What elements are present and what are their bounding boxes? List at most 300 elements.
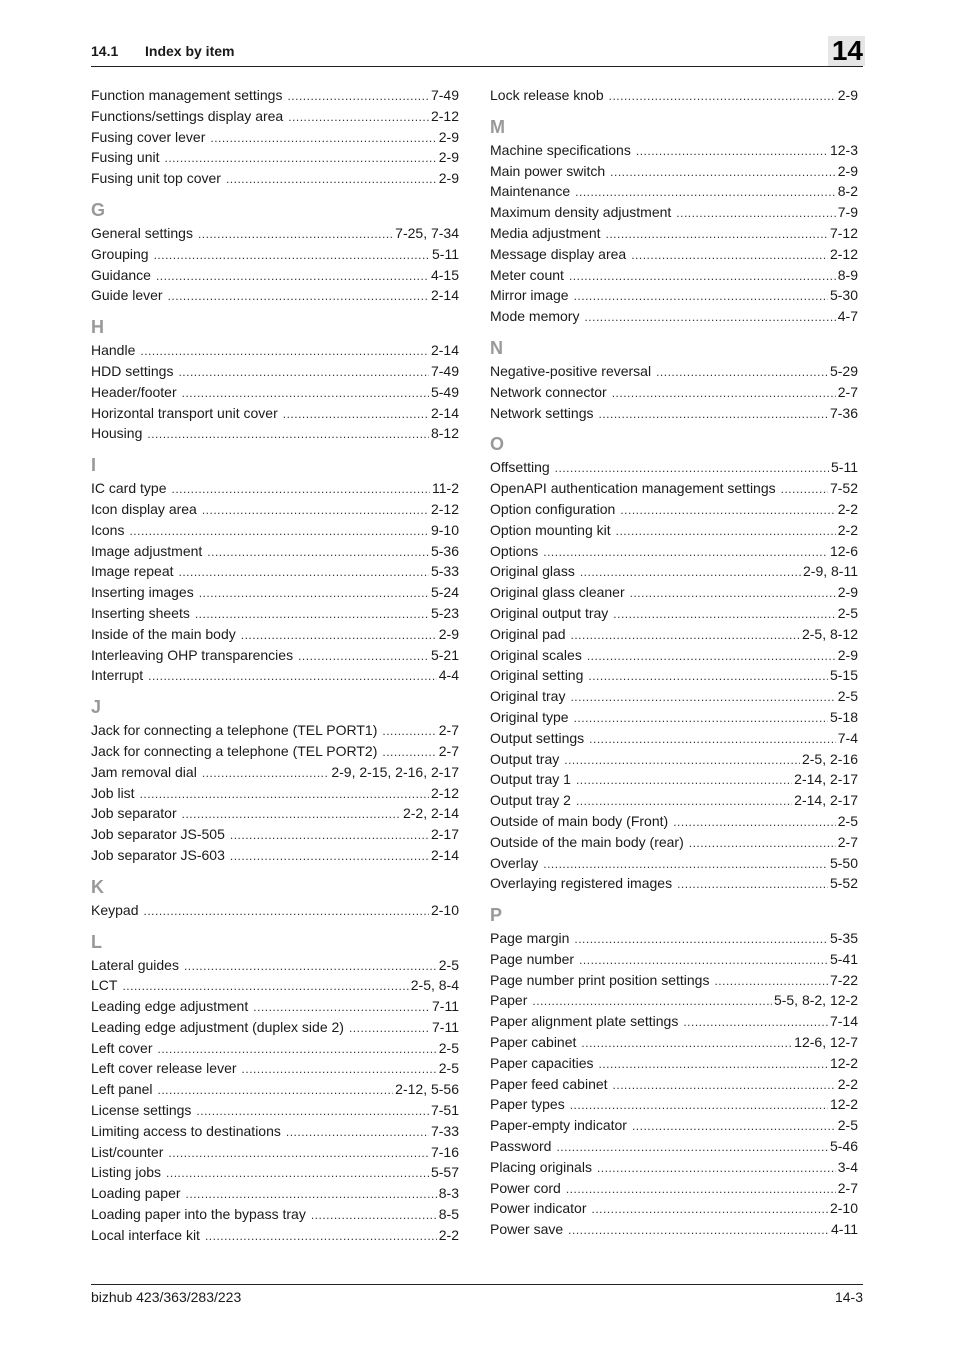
dot-leader — [210, 128, 436, 149]
index-page-reference: 5-23 — [430, 604, 459, 621]
index-page-reference: 2-14 — [430, 342, 459, 359]
index-entry — [490, 520, 858, 541]
index-term: Job separator JS-505 — [91, 826, 225, 843]
index-entry — [490, 457, 858, 478]
dot-leader — [636, 141, 828, 162]
dot-leader — [186, 1184, 437, 1205]
dot-leader — [287, 86, 429, 107]
section-number: 14.1 — [91, 43, 119, 59]
dot-leader — [171, 479, 430, 500]
index-entry — [490, 403, 858, 424]
dot-leader — [382, 742, 436, 763]
dot-leader — [574, 286, 828, 307]
index-term: Fusing unit top cover — [91, 170, 221, 187]
index-term: LCT — [91, 977, 118, 994]
index-entry — [490, 1219, 858, 1240]
dot-leader — [574, 708, 828, 729]
index-page-reference: 2-9 — [837, 87, 858, 103]
index-letter-heading: O — [490, 434, 505, 455]
index-term: Keypad — [91, 901, 139, 918]
dot-leader — [568, 1220, 829, 1241]
index-term: Message display area — [490, 245, 627, 262]
index-page-reference: 2-9, 8-11 — [803, 563, 858, 580]
index-entry — [91, 624, 459, 645]
index-page-reference: 2-7 — [837, 383, 858, 400]
index-letter-heading: K — [91, 876, 104, 897]
index-entry — [91, 541, 459, 562]
index-entry — [91, 403, 459, 424]
index-page-reference: 2-5 — [438, 956, 459, 973]
index-page-reference: 5-18 — [829, 708, 858, 725]
dot-leader — [543, 542, 828, 563]
index-term: Grouping — [91, 245, 149, 262]
index-letter-heading: M — [490, 116, 505, 137]
index-term: Media adjustment — [490, 224, 601, 241]
index-entry — [490, 265, 858, 286]
index-entry — [490, 1136, 858, 1157]
index-page-reference: 5-36 — [430, 542, 459, 559]
index-page-reference: 2-2, 2-14 — [402, 805, 459, 822]
dot-leader — [168, 286, 429, 307]
index-page-reference: 12-6 — [829, 542, 858, 559]
index-page-reference: 5-41 — [829, 950, 858, 967]
index-entry — [91, 478, 459, 499]
index-page-reference: 8-5 — [438, 1206, 459, 1223]
index-term: Paper — [490, 992, 528, 1009]
dot-leader — [683, 1012, 828, 1033]
index-page-reference: 5-11 — [831, 459, 858, 476]
index-page-reference: 2-5 — [438, 1060, 459, 1077]
index-entry — [91, 665, 459, 686]
index-page-reference: 5-57 — [430, 1164, 459, 1181]
index-page-reference: 7-11 — [432, 998, 459, 1015]
index-term: Fusing unit — [91, 149, 160, 166]
dot-leader — [168, 1143, 429, 1164]
index-term: Image adjustment — [91, 542, 203, 559]
index-term: OpenAPI authentication management settings — [490, 480, 776, 497]
index-entry — [490, 382, 858, 403]
dot-leader — [349, 1018, 430, 1039]
index-term: Maintenance — [490, 183, 571, 200]
index-entry — [490, 790, 858, 811]
index-term: Mirror image — [490, 287, 569, 304]
index-page-reference: 8-9 — [837, 266, 858, 283]
index-page-reference: 12-3 — [829, 141, 858, 158]
index-term: Jack for connecting a telephone (TEL PORT1) — [91, 722, 378, 739]
index-page-reference: 7-49 — [430, 87, 459, 103]
index-term: Paper types — [490, 1096, 565, 1113]
index-entry — [91, 520, 459, 541]
dot-leader — [570, 687, 835, 708]
index-page-reference: 2-5 — [438, 1039, 459, 1056]
index-entry — [91, 645, 459, 666]
index-entry — [91, 1121, 459, 1142]
index-term: License settings — [91, 1102, 192, 1119]
index-page-reference: 5-11 — [432, 245, 459, 262]
dot-leader — [556, 1137, 828, 1158]
index-entry — [490, 202, 858, 223]
index-term: Leading edge adjustment (duplex side 2) — [91, 1018, 344, 1035]
page-header — [91, 35, 863, 67]
dot-leader — [198, 224, 393, 245]
dot-leader — [576, 791, 792, 812]
index-term: Interrupt — [91, 667, 144, 684]
index-entry — [91, 845, 459, 866]
index-entry — [91, 1225, 459, 1246]
index-term: Interleaving OHP transparencies — [91, 646, 294, 663]
index-page-reference: 2-9 — [438, 128, 459, 145]
dot-leader — [140, 341, 429, 362]
index-page-reference: 4-11 — [831, 1221, 858, 1238]
dot-leader — [202, 500, 429, 521]
index-term: Original glass cleaner — [490, 584, 625, 601]
index-entry — [91, 499, 459, 520]
dot-leader — [588, 666, 828, 687]
index-term: Placing originals — [490, 1158, 592, 1175]
dot-leader — [566, 1179, 836, 1200]
index-entry — [91, 975, 459, 996]
index-page-reference: 2-14 — [430, 846, 459, 863]
index-entry — [490, 1032, 858, 1053]
dot-leader — [148, 666, 437, 687]
index-term: Loading paper into the bypass tray — [91, 1206, 306, 1223]
dot-leader — [164, 148, 436, 169]
index-term: Original setting — [490, 667, 584, 684]
index-page-reference: 8-12 — [430, 425, 459, 442]
index-page-reference: 7-51 — [430, 1102, 459, 1119]
index-entry — [490, 1074, 858, 1095]
index-page-reference: 2-12, 5-56 — [395, 1081, 459, 1098]
chapter-badge: 14 — [828, 36, 865, 66]
index-term: Paper alignment plate settings — [490, 1013, 679, 1030]
index-term: Function management settings — [91, 87, 283, 103]
index-page-reference: 8-2 — [837, 183, 858, 200]
index-page-reference: 7-4 — [837, 729, 858, 746]
index-entry — [91, 85, 459, 106]
index-entry — [490, 832, 858, 853]
index-term: Fusing cover lever — [91, 128, 206, 145]
index-page-reference: 5-49 — [430, 383, 459, 400]
index-entry — [91, 244, 459, 265]
dot-leader — [575, 182, 836, 203]
dot-leader — [179, 562, 429, 583]
index-page-reference: 2-14 — [430, 404, 459, 421]
dot-leader — [226, 169, 437, 190]
index-letter-heading: G — [91, 199, 106, 220]
index-entry — [490, 707, 858, 728]
index-entry — [490, 306, 858, 327]
index-page-reference: 2-12 — [430, 500, 459, 517]
index-page-reference: 2-9 — [837, 584, 858, 601]
index-page-reference: 2-12 — [430, 107, 459, 124]
footer-page-number: 14-3 — [834, 1289, 863, 1305]
index-entry — [91, 382, 459, 403]
dot-leader — [382, 721, 436, 742]
index-page-reference: 2-14, 2-17 — [794, 771, 858, 788]
index-page-reference: 2-2 — [837, 521, 858, 538]
index-page-reference: 5-30 — [829, 287, 858, 304]
index-page-reference: 2-7 — [438, 742, 459, 759]
index-page-reference: 5-33 — [430, 563, 459, 580]
index-term: Listing jobs — [91, 1164, 162, 1181]
index-page-reference: 2-9 — [837, 646, 858, 663]
dot-leader — [616, 521, 836, 542]
index-term: Guidance — [91, 266, 151, 283]
index-entry — [91, 803, 459, 824]
index-term: Job separator — [91, 805, 177, 822]
dot-leader — [143, 901, 428, 922]
index-entry — [490, 853, 858, 874]
index-entry — [91, 1183, 459, 1204]
dot-leader — [241, 625, 437, 646]
index-column-right — [490, 85, 858, 1240]
index-page-reference: 5-15 — [829, 667, 858, 684]
index-term: Power cord — [490, 1179, 561, 1196]
index-entry — [490, 949, 858, 970]
index-page-reference: 7-12 — [829, 224, 858, 241]
index-term: Options — [490, 542, 539, 559]
index-entry — [490, 285, 858, 306]
index-entry — [490, 1011, 858, 1032]
index-page-reference: 2-5 — [837, 1117, 858, 1134]
index-term: Page margin — [490, 930, 570, 947]
dot-leader — [230, 846, 429, 867]
index-page-reference: 4-15 — [430, 266, 459, 283]
dot-leader — [158, 1080, 394, 1101]
index-entry — [91, 603, 459, 624]
index-term: Leading edge adjustment — [91, 998, 249, 1015]
index-page-reference: 5-24 — [430, 584, 459, 601]
dot-leader — [570, 1095, 828, 1116]
index-entry — [91, 285, 459, 306]
index-entry — [490, 1094, 858, 1115]
dot-leader — [154, 245, 430, 266]
dot-leader — [147, 424, 429, 445]
dot-leader — [298, 646, 429, 667]
index-entry — [91, 720, 459, 741]
index-page-reference: 2-5, 8-12 — [801, 625, 858, 642]
index-entry — [490, 686, 858, 707]
index-entry — [490, 928, 858, 949]
index-entry — [490, 665, 858, 686]
index-term: Handle — [91, 342, 136, 359]
dot-leader — [620, 500, 835, 521]
index-page-reference: 7-49 — [430, 362, 459, 379]
index-page-reference: 2-9 — [438, 149, 459, 166]
index-page-reference: 11-2 — [432, 480, 459, 497]
index-page-reference: 5-35 — [829, 930, 858, 947]
index-term: Main power switch — [490, 162, 606, 179]
index-term: Outside of the main body (rear) — [490, 833, 684, 850]
index-term: Original scales — [490, 646, 582, 663]
dot-leader — [283, 404, 429, 425]
dot-leader — [202, 763, 330, 784]
dot-leader — [564, 750, 800, 771]
index-entry — [91, 106, 459, 127]
index-term: Network connector — [490, 383, 607, 400]
dot-leader — [574, 929, 828, 950]
index-entry — [490, 140, 858, 161]
index-letter-heading: H — [91, 317, 104, 338]
index-entry — [490, 361, 858, 382]
index-page-reference: 2-9, 2-15, 2-16, 2-17 — [331, 763, 459, 780]
index-entry — [490, 645, 858, 666]
index-term: General settings — [91, 224, 193, 241]
index-term: Maximum density adjustment — [490, 204, 672, 221]
index-entry — [91, 824, 459, 845]
index-term: Network settings — [490, 404, 594, 421]
index-term: Image repeat — [91, 563, 174, 580]
index-term: Icons — [91, 521, 125, 538]
index-page-reference: 2-7 — [837, 833, 858, 850]
index-page-reference: 12-2 — [829, 1096, 858, 1113]
index-page-reference: 4-7 — [837, 308, 858, 325]
index-entry — [490, 1157, 858, 1178]
index-entry — [490, 990, 858, 1011]
index-entry — [490, 603, 858, 624]
index-term: Option mounting kit — [490, 521, 611, 538]
index-term: Paper-empty indicator — [490, 1117, 627, 1134]
index-term: Output tray 1 — [490, 771, 571, 788]
index-entry — [91, 340, 459, 361]
dot-leader — [242, 1059, 437, 1080]
index-entry — [490, 499, 858, 520]
dot-leader — [630, 583, 836, 604]
index-letter-heading: N — [490, 337, 503, 358]
index-entry — [91, 147, 459, 168]
index-entry — [91, 783, 459, 804]
index-page-reference: 7-52 — [829, 480, 858, 497]
dot-leader — [157, 1039, 436, 1060]
index-entry — [91, 423, 459, 444]
index-entry — [490, 223, 858, 244]
dot-leader — [606, 224, 828, 245]
dot-leader — [129, 521, 429, 542]
index-entry — [490, 728, 858, 749]
index-entry — [91, 582, 459, 603]
index-term: Left cover release lever — [91, 1060, 237, 1077]
index-entry — [91, 361, 459, 382]
index-entry — [490, 161, 858, 182]
index-term: Meter count — [490, 266, 564, 283]
index-term: Overlaying registered images — [490, 875, 673, 892]
index-term: Page number — [490, 950, 575, 967]
index-entry — [490, 181, 858, 202]
dot-leader — [571, 625, 800, 646]
index-term: Limiting access to destinations — [91, 1122, 281, 1139]
index-term: Original glass — [490, 563, 575, 580]
index-entry — [91, 1017, 459, 1038]
index-term: List/counter — [91, 1143, 164, 1160]
index-page-reference: 2-10 — [430, 901, 459, 918]
index-page-reference: 7-11 — [432, 1018, 459, 1035]
index-term: Output tray 2 — [490, 792, 571, 809]
index-page-reference: 4-4 — [438, 667, 459, 684]
dot-leader — [122, 976, 408, 997]
index-entry — [91, 1100, 459, 1121]
index-entry — [490, 811, 858, 832]
dot-leader — [689, 833, 836, 854]
dot-leader — [207, 542, 429, 563]
dot-leader — [543, 854, 828, 875]
index-page-reference: 7-16 — [430, 1143, 459, 1160]
index-page-reference: 2-12 — [829, 245, 858, 262]
dot-leader — [205, 1226, 437, 1247]
index-page-reference: 7-22 — [829, 971, 858, 988]
index-entry — [91, 1038, 459, 1059]
index-letter-heading: J — [91, 697, 102, 718]
index-term: Password — [490, 1138, 552, 1155]
index-term: Jack for connecting a telephone (TEL PORT2) — [91, 742, 378, 759]
dot-leader — [598, 404, 827, 425]
index-entry — [91, 762, 459, 783]
dot-leader — [589, 729, 836, 750]
index-entry — [91, 1204, 459, 1225]
index-term: Power indicator — [490, 1200, 587, 1217]
index-letter-heading: I — [91, 455, 97, 476]
index-entry — [91, 1058, 459, 1079]
index-term: Header/footer — [91, 383, 177, 400]
index-term: Mode memory — [490, 308, 580, 325]
index-term: Guide lever — [91, 287, 163, 304]
dot-leader — [597, 1158, 836, 1179]
index-entry — [490, 1198, 858, 1219]
index-page-reference: 12-6, 12-7 — [794, 1034, 858, 1051]
index-term: Overlay — [490, 854, 539, 871]
index-term: Original output tray — [490, 604, 609, 621]
index-page-reference: 2-5 — [837, 604, 858, 621]
index-page-reference: 2-17 — [430, 826, 459, 843]
index-term: Inserting images — [91, 584, 194, 601]
index-term: Machine specifications — [490, 141, 631, 158]
index-entry — [490, 873, 858, 894]
dot-leader — [632, 1116, 836, 1137]
index-page-reference: 5-50 — [829, 854, 858, 871]
index-page-reference: 2-5 — [837, 688, 858, 705]
index-entry — [91, 1162, 459, 1183]
index-term: Outside of main body (Front) — [490, 812, 669, 829]
index-entry — [91, 127, 459, 148]
index-entry — [490, 582, 858, 603]
index-entry — [490, 244, 858, 265]
index-term: Left cover — [91, 1039, 153, 1056]
dot-leader — [140, 784, 429, 805]
index-term: Lateral guides — [91, 956, 179, 973]
index-page-reference: 2-5, 2-16 — [801, 750, 858, 767]
page-footer — [91, 1284, 863, 1305]
index-page-reference: 7-36 — [829, 404, 858, 421]
index-entry — [490, 769, 858, 790]
dot-leader — [195, 604, 429, 625]
index-page-reference: 7-33 — [430, 1122, 459, 1139]
index-page-reference: 2-12 — [430, 784, 459, 801]
dot-leader — [288, 107, 429, 128]
dot-leader — [631, 245, 828, 266]
dot-leader — [613, 1075, 836, 1096]
dot-leader — [587, 646, 836, 667]
dot-leader — [182, 383, 429, 404]
dot-leader — [581, 1033, 792, 1054]
dot-leader — [613, 604, 835, 625]
index-term: Output settings — [490, 729, 585, 746]
index-entry — [91, 223, 459, 244]
index-term: Paper feed cabinet — [490, 1075, 608, 1092]
index-term: Job separator JS-603 — [91, 846, 225, 863]
index-entry — [490, 970, 858, 991]
index-page-reference: 2-2 — [837, 500, 858, 517]
dot-leader — [612, 383, 836, 404]
dot-leader — [253, 997, 430, 1018]
